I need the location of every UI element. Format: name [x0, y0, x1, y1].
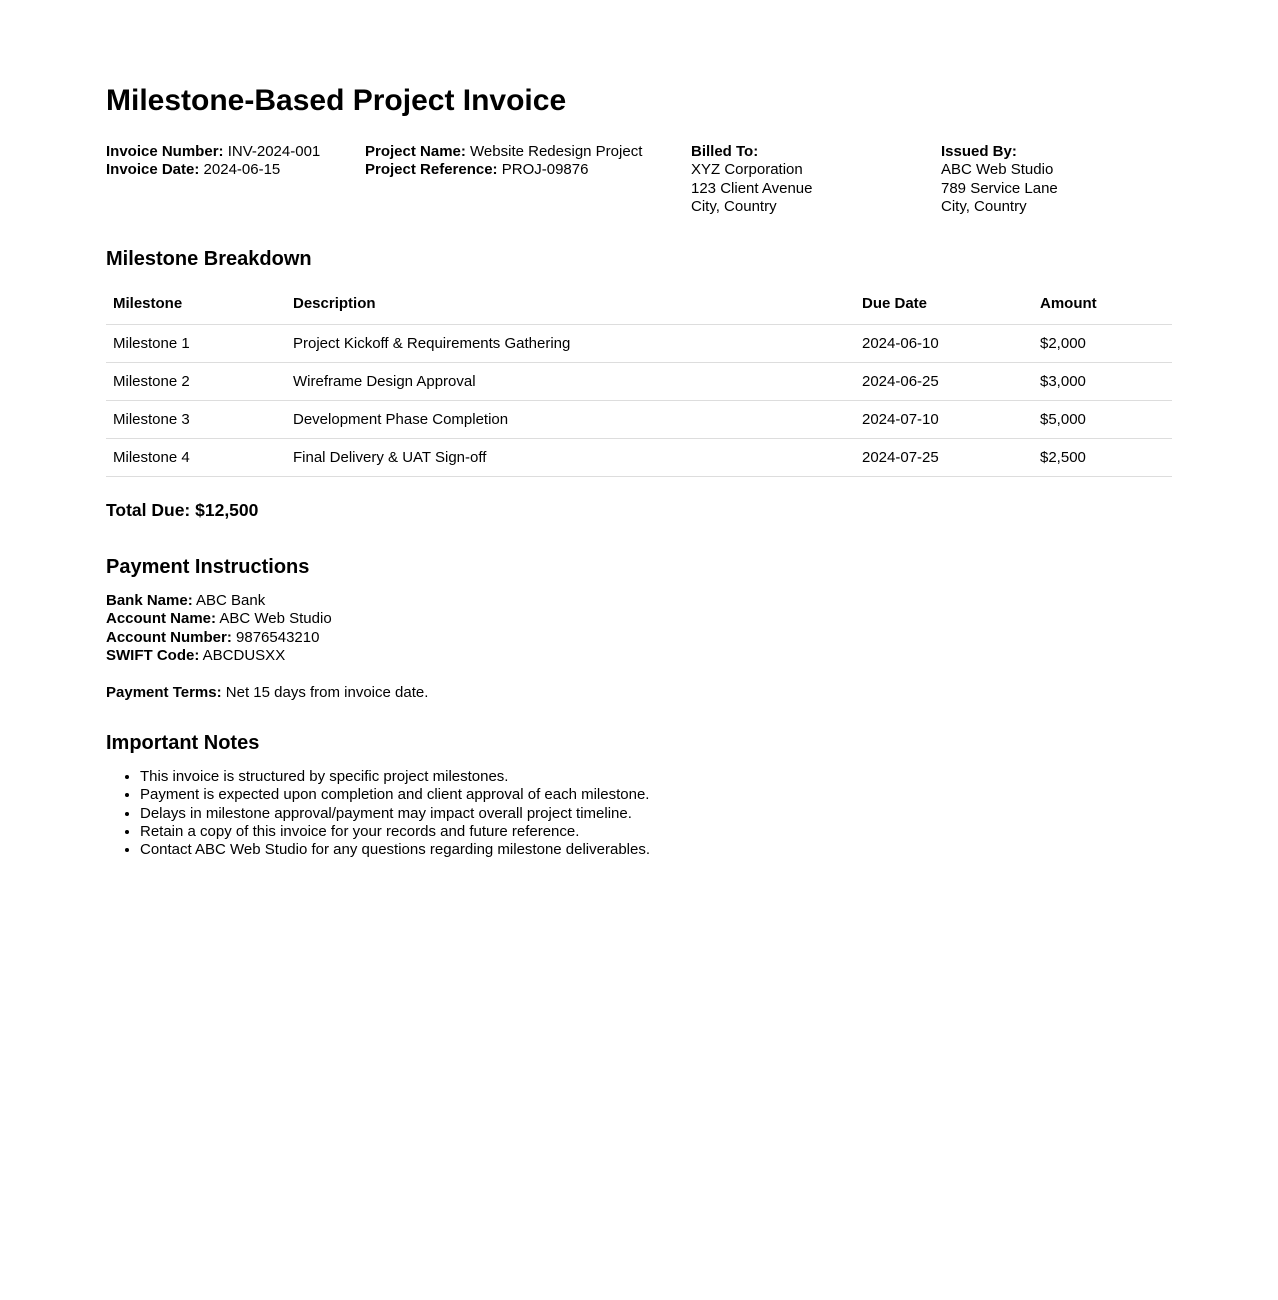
- column-header-amount: Amount: [1040, 294, 1097, 312]
- account-name-value: ABC Web Studio: [219, 610, 332, 627]
- note-item: • This invoice is structured by specific project milestones.: [140, 768, 1172, 786]
- payment-terms-line: [106, 684, 1172, 703]
- bank-name-line: [106, 592, 1172, 611]
- invoice-date-value: 2024-06-15: [203, 161, 281, 178]
- table-row: [106, 438, 1172, 476]
- issued-by-name: ABC Web Studio: [941, 161, 1054, 178]
- milestone-breakdown-heading: Milestone Breakdown: [106, 247, 312, 270]
- issued-by-label: Issued By:: [941, 142, 1017, 160]
- description-cell: Project Kickoff & Requirements Gathering: [286, 324, 855, 362]
- account-name-label: Account Name:: [106, 610, 217, 627]
- payment-instructions-heading: Payment Instructions: [106, 555, 310, 578]
- account-number-label: Account Number:: [106, 628, 232, 646]
- billed-to-label: Billed To:: [691, 142, 759, 160]
- issued-by-city: City, Country: [941, 198, 1027, 215]
- invoice-number-block: [106, 143, 365, 180]
- invoice-date-line: [106, 161, 365, 180]
- amount-cell: $3,000: [1033, 362, 1172, 400]
- table-row: [106, 400, 1172, 438]
- invoice-date-label: Invoice Date:: [106, 161, 200, 178]
- invoice-number-value: INV-2024-001: [227, 142, 321, 160]
- invoice-number-label: Invoice Number:: [106, 142, 224, 160]
- bank-name-label: Bank Name:: [106, 591, 193, 609]
- amount-cell: $2,500: [1033, 438, 1172, 476]
- project-reference-value: PROJ-09876: [501, 161, 589, 178]
- account-number-line: [106, 629, 1172, 648]
- milestone-table: [106, 285, 1172, 477]
- project-reference-label: Project Reference:: [365, 161, 498, 178]
- important-notes-list: [106, 768, 1172, 859]
- due-date-cell: 2024-07-25: [855, 438, 1033, 476]
- due-date-cell: 2024-06-25: [855, 362, 1033, 400]
- table-row: [106, 324, 1172, 362]
- amount-cell: $5,000: [1033, 400, 1172, 438]
- amount-cell: $2,000: [1033, 324, 1172, 362]
- issued-by-block: [941, 143, 1172, 217]
- issued-by-address: 789 Service Lane: [941, 179, 1058, 197]
- project-reference-line: [365, 161, 691, 180]
- column-header-due-date: Due Date: [862, 294, 928, 312]
- bank-name-value: ABC Bank: [196, 591, 266, 609]
- project-name-value: Website Redesign Project: [470, 142, 643, 160]
- invoice-number-line: [106, 143, 365, 162]
- note-item: • Delays in milestone approval/payment may impact overall project timeline.: [140, 805, 1172, 823]
- milestone-cell: Milestone 3: [106, 400, 286, 438]
- billed-to-name: XYZ Corporation: [691, 161, 803, 178]
- description-cell: Final Delivery & UAT Sign-off: [286, 438, 855, 476]
- billed-to-city: City, Country: [691, 198, 777, 215]
- bank-details-block: [106, 592, 1172, 666]
- account-name-line: [106, 610, 1172, 629]
- important-notes-heading: Important Notes: [106, 732, 260, 754]
- project-name-label: Project Name:: [365, 142, 466, 160]
- project-info-block: [365, 143, 691, 180]
- page-title: Milestone-Based Project Invoice: [106, 84, 567, 117]
- project-name-line: [365, 143, 691, 162]
- note-item: • Contact ABC Web Studio for any questions regarding milestone deliverables.: [140, 841, 1172, 859]
- milestone-cell: Milestone 4: [106, 438, 286, 476]
- description-cell: Development Phase Completion: [286, 400, 855, 438]
- billed-to-address: 123 Client Avenue: [691, 179, 813, 197]
- column-header-description: Description: [293, 294, 376, 312]
- table-header-row: [106, 285, 1172, 325]
- total-due: Total Due: $12,500: [106, 499, 259, 520]
- due-date-cell: 2024-06-10: [855, 324, 1033, 362]
- note-item: • Payment is expected upon completion and client approval of each milestone.: [140, 786, 1172, 804]
- due-date-cell: 2024-07-10: [855, 400, 1033, 438]
- account-number-value: 9876543210: [236, 628, 320, 646]
- billed-to-block: [691, 143, 941, 217]
- column-header-milestone: Milestone: [113, 294, 183, 312]
- swift-code-line: [106, 647, 1172, 666]
- milestone-cell: Milestone 2: [106, 362, 286, 400]
- swift-code-label: SWIFT Code:: [106, 647, 200, 664]
- table-row: [106, 362, 1172, 400]
- milestone-cell: Milestone 1: [106, 324, 286, 362]
- payment-terms-label: Payment Terms:: [106, 683, 222, 701]
- description-cell: Wireframe Design Approval: [286, 362, 855, 400]
- swift-code-value: ABCDUSXX: [202, 647, 286, 664]
- invoice-meta-row: [106, 143, 1172, 217]
- payment-terms-value: Net 15 days from invoice date.: [225, 683, 429, 701]
- note-item: • Retain a copy of this invoice for your records and future reference.: [140, 823, 1172, 841]
